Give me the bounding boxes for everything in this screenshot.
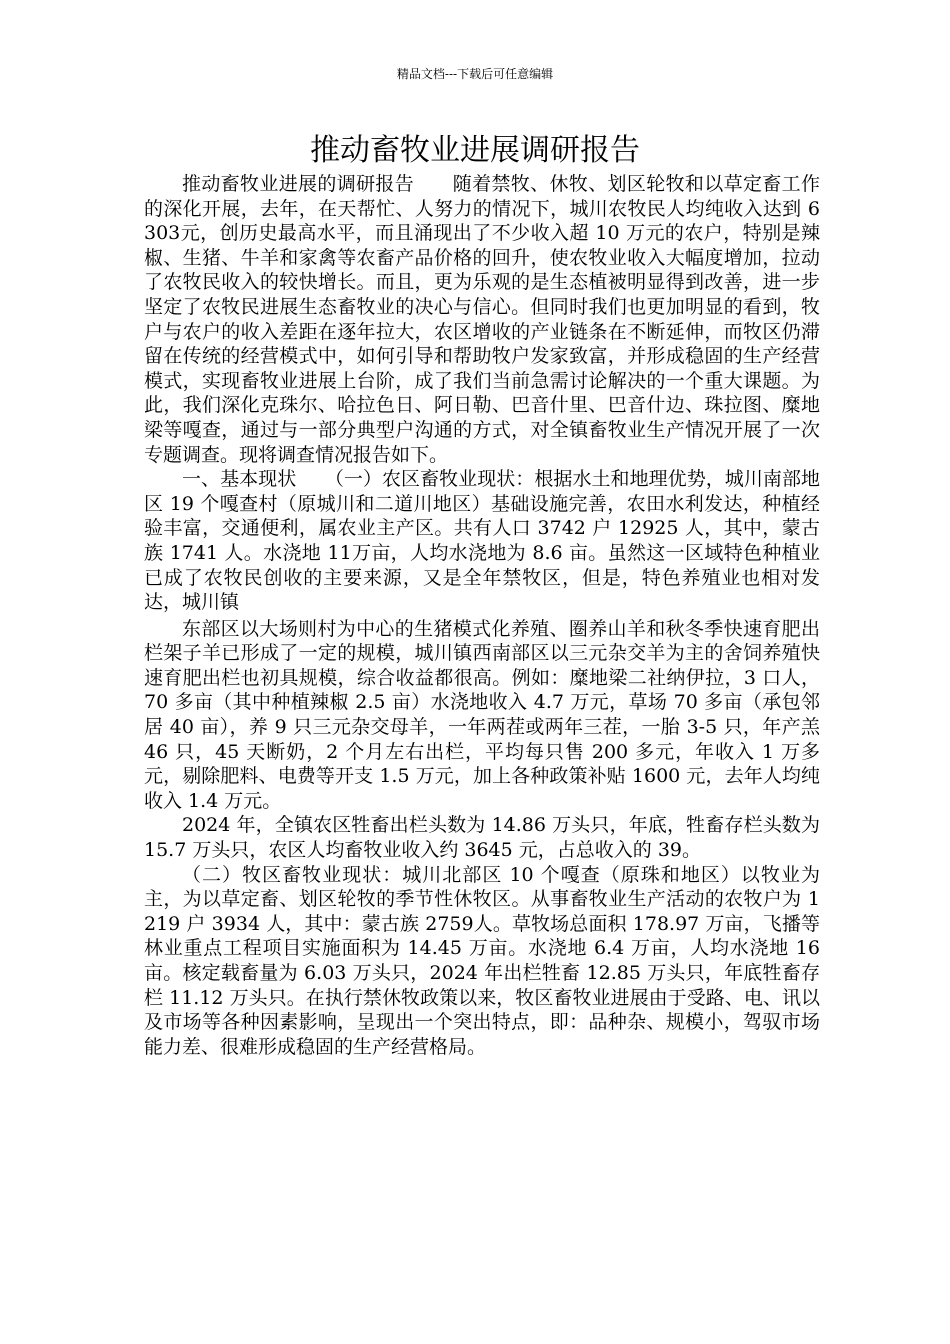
paragraph-2024-stats: 2024 年，全镇农区牲畜出栏头数为 14.86 万头只，年底，牲畜存栏头数为 15.7 万头只，农区人均畜牧业收入约 3645 元，占总收入的 39。 [144, 814, 820, 862]
paragraph-pastoral-status: （二）牧区畜牧业现状：城川北部区 10 个嘎查（原珠和地区）以牧业为主，为以草定畜、划区轮牧的季节性休牧区。从事畜牧业生产活动的农牧户为 1219 户 3934 人，其中：蒙古族 2759人。草牧场总面积 178.97 万亩，飞播等林业重点工程项目实施面积为 14.45 万亩。水浇地 6.4 万亩，人均水浇地 16 亩。核定载畜量为 6.03 万头只，2024 年出栏牲畜 12.85 万头只，年底牲畜存栏 11.12 万头只。在执行禁休牧政策以来，牧区畜牧业进展由于受路、电、讯以及市场等各种因素影响，呈现出一个突出特点，即：品种杂、规模小，驾驭市场能力差、很难形成稳固的生产经营格局。 [144, 863, 820, 1058]
document-body [144, 172, 820, 1059]
header-note: 精品文档---下载后可任意编辑 [396, 67, 554, 81]
paragraph-basic-status-farming: 一、基本现状 （一）农区畜牧业现状：根据水土和地理优势，城川南部地区 19 个嘎查村（原城川和二道川地区）基础设施完善，农田水利发达，种植经验丰富，交通便利，属农业主产区。共有人口 3742 户 12925 人，其中，蒙古族 1741 人。水浇地 11万亩，人均水浇地为 8.6 亩。虽然这一区域特色种植业已成了农牧民创收的主要来源，又是全年禁牧区，但是，特色养殖业也相对发达，城川镇 [144, 468, 820, 614]
document-title: 推动畜牧业进展调研报告 [310, 133, 640, 168]
paragraph-intro: 推动畜牧业进展的调研报告 随着禁牧、休牧、划区轮牧和以草定畜工作的深化开展，去年，在天帮忙、人努力的情况下，城川农牧民人均纯收入达到 6303元，创历史最高水平，而且涌现出了不少收入超 10 万元的农户，特别是辣椒、生猪、牛羊和家禽等农畜产品价格的回升，使农牧业收入大幅度增加，拉动了农牧民收入的较快增长。而且，更为乐观的是生态植被明显得到改善，进一步坚定了农牧民进展生态畜牧业的决心与信心。但同时我们也更加明显的看到，牧户与农户的收入差距在逐年拉大，农区增收的产业链条在不断延伸，而牧区仍滞留在传统的经营模式中，如何引导和帮助牧户发家致富，并形成稳固的生产经营模式，实现畜牧业进展上台阶，成了我们当前急需讨论解决的一个重大课题。为此，我们深化克珠尔、哈拉色日、阿日勒、巴音什里、巴音什边、珠拉图、糜地梁等嘎查，通过与一部分典型户沟通的方式，对全镇畜牧业生产情况开展了一次专题调查。现将调查情况报告如下。 [144, 173, 820, 466]
paragraph-east-region: 东部区以大场则村为中心的生猪模式化养殖、圈养山羊和秋冬季快速育肥出栏架子羊已形成了一定的规模，城川镇西南部区以三元杂交羊为主的舍饲养殖快速育肥出栏也初具规模，综合收益都很高。例如：糜地梁二社纳伊拉，3 口人，70 多亩（其中种植辣椒 2.5 亩）水浇地收入 4.7 万元，草场 70 多亩（承包邻居 40 亩），养 9 只三元杂交母羊，一年两茬或两年三茬，一胎 3-5 只，年产羔 46 只，45 天断奶，2 个月左右出栏，平均每只售 200 多元，年收入 1 万多元，剔除肥料、电费等开支 1.5 万元，加上各种政策补贴 1600 元，去年人均纯收入 1.4 万元。 [144, 617, 820, 812]
